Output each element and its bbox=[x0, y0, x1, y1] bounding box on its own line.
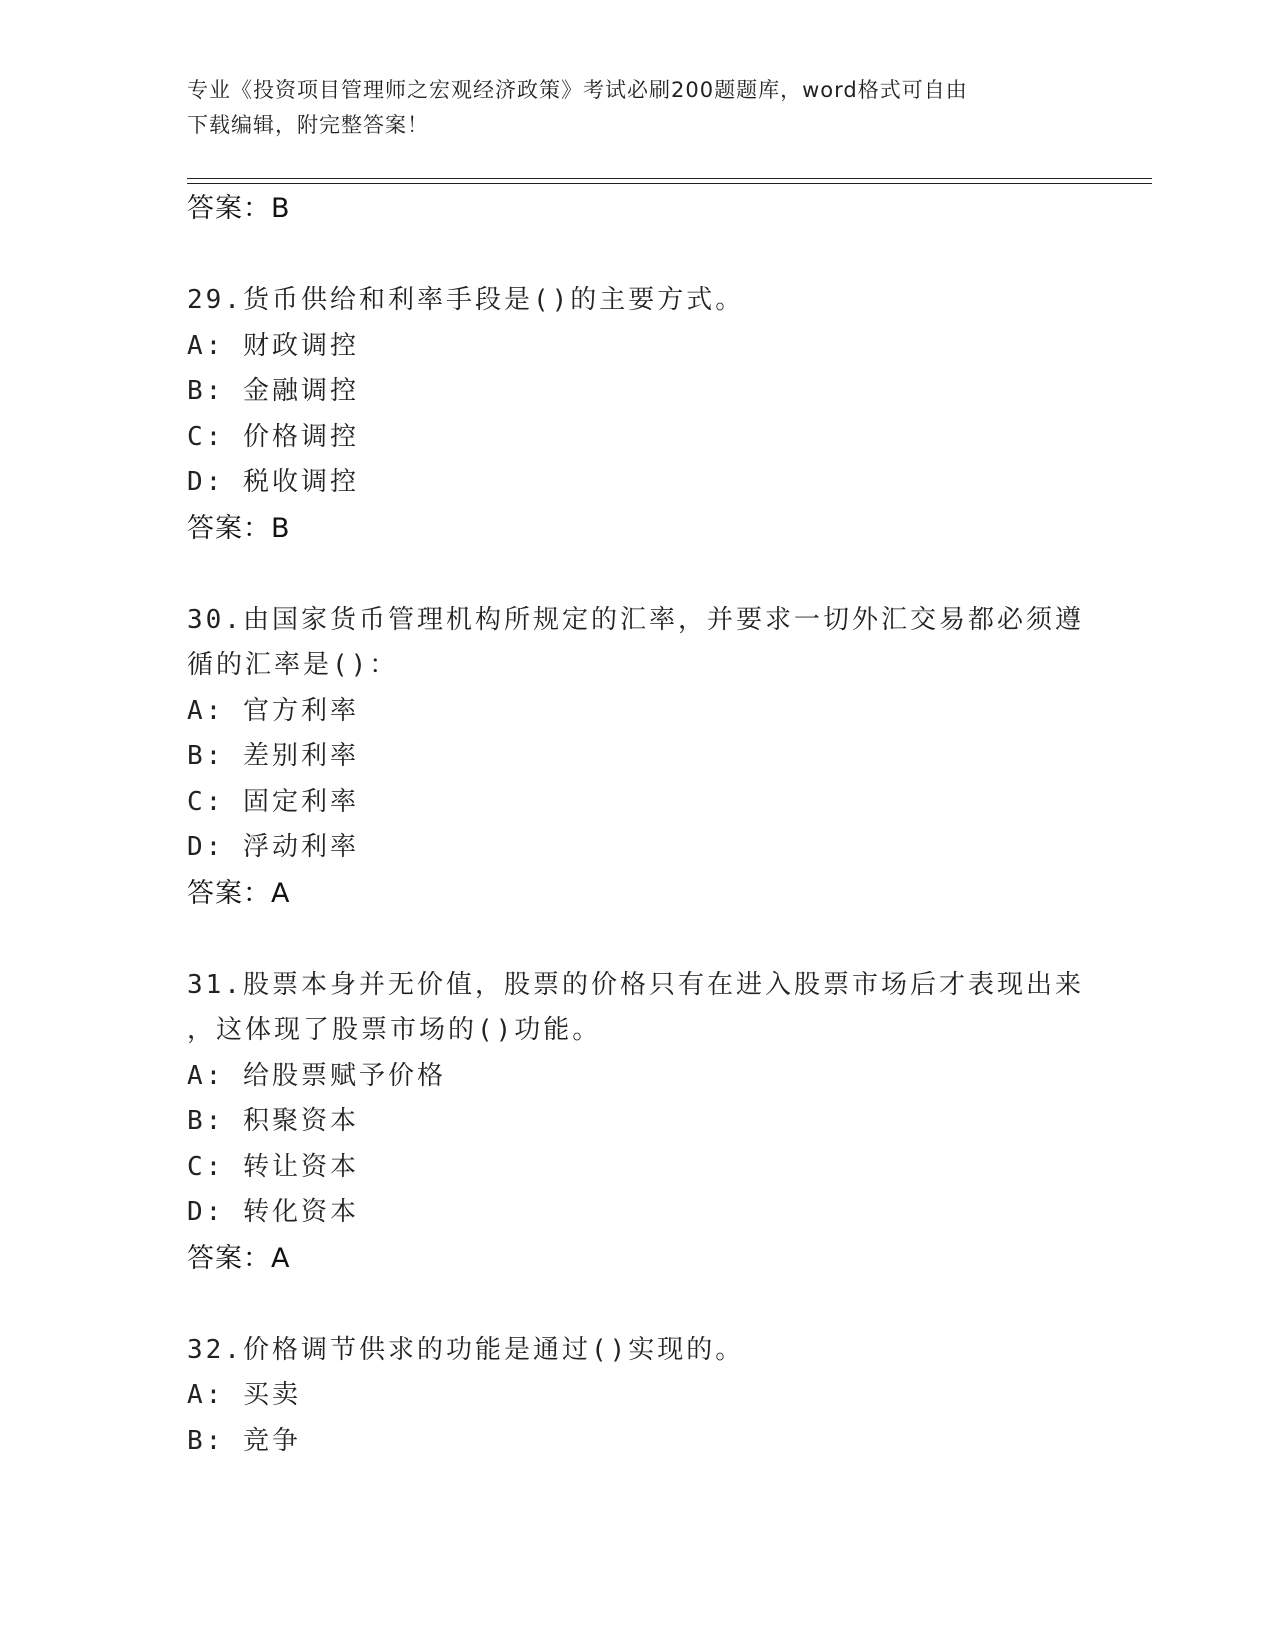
option-b: B: 积聚资本 bbox=[187, 1106, 359, 1136]
question-text-continued: ，这体现了股票市场的()功能。 bbox=[187, 1015, 602, 1045]
question-text: 30.由国家货币管理机构所规定的汇率，并要求一切外汇交易都必须遵 bbox=[187, 604, 1084, 635]
answer-line: 答案：B bbox=[187, 193, 291, 224]
option-b: B: 差别利率 bbox=[187, 741, 359, 771]
option-c: C: 价格调控 bbox=[187, 421, 359, 452]
option-c: C: 固定利率 bbox=[187, 786, 359, 817]
option-b: B: 金融调控 bbox=[187, 376, 359, 406]
question-block bbox=[187, 1328, 1087, 1465]
answer-line: 答案：B bbox=[187, 512, 291, 544]
header-divider-top bbox=[187, 178, 1152, 179]
option-a: A: 财政调控 bbox=[187, 330, 359, 361]
option-d: D: 浮动利率 bbox=[187, 832, 359, 862]
option-b: B: 竞争 bbox=[187, 1425, 301, 1456]
header-divider-bottom bbox=[187, 183, 1152, 184]
answer-line: 答案：A bbox=[187, 1242, 291, 1274]
question-text: 31.股票本身并无价值，股票的价格只有在进入股票市场后才表现出来 bbox=[187, 969, 1084, 1000]
header-line-2: 下载编辑，附完整答案！ bbox=[187, 113, 429, 137]
question-block bbox=[187, 278, 1087, 551]
spacer bbox=[187, 231, 1087, 278]
option-a: A: 官方利率 bbox=[187, 695, 359, 726]
spacer bbox=[187, 551, 1087, 598]
header-line-1: 专业《投资项目管理师之宏观经济政策》考试必刷200题题库，word格式可自由 bbox=[187, 78, 968, 102]
option-a: A: 买卖 bbox=[187, 1380, 301, 1410]
question-block bbox=[187, 963, 1087, 1281]
question-list bbox=[187, 186, 1087, 1464]
spacer bbox=[187, 916, 1087, 963]
spacer bbox=[187, 1281, 1087, 1328]
option-a: A: 给股票赋予价格 bbox=[187, 1060, 446, 1091]
question-block bbox=[187, 598, 1087, 916]
option-d: D: 转化资本 bbox=[187, 1197, 359, 1227]
answer-line: 答案：A bbox=[187, 877, 291, 909]
header-note bbox=[187, 73, 1087, 143]
question-text: 29.货币供给和利率手段是()的主要方式。 bbox=[187, 285, 745, 315]
option-c: C: 转让资本 bbox=[187, 1151, 359, 1182]
question-text-continued: 循的汇率是()： bbox=[187, 650, 399, 680]
question-text: 32.价格调节供求的功能是通过()实现的。 bbox=[187, 1334, 745, 1365]
option-d: D: 税收调控 bbox=[187, 467, 359, 497]
